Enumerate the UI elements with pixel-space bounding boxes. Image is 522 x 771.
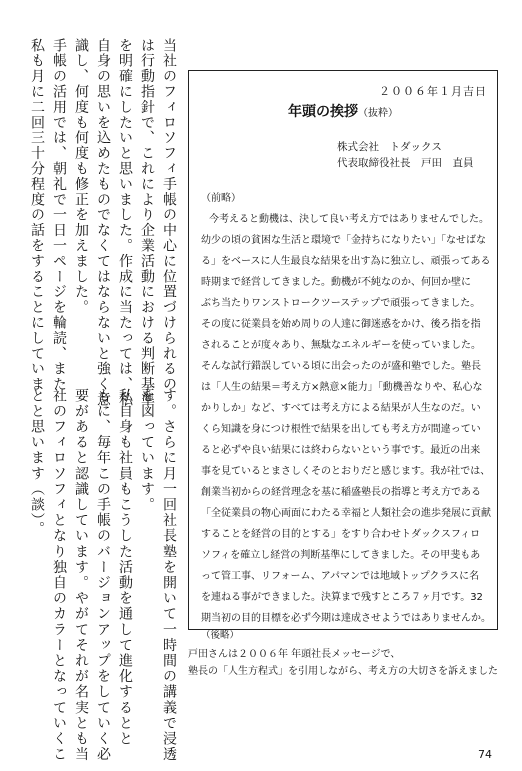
main-text-column: 自身の思いを込めたものでなくてはならないと強く意	[95, 38, 111, 408]
message-title-text: 年頭の挨拶	[288, 104, 358, 120]
message-title	[189, 101, 497, 121]
message-line: る」をベースに人生最良な結果を出す為に独立し、頑張ってある	[201, 256, 491, 267]
caption-line: 塾長の「人生方程式」を引用しながら、考え方の大切さを訴えました	[188, 666, 498, 677]
main-text-column: 私自身も社員もこうした活動を通して進化するとと	[117, 388, 133, 747]
main-text-column: は行動指針で、これにより企業活動における判断基準	[139, 38, 155, 408]
message-line: 期当初の目的目標を必ず今期は達成させようではありませんか。	[201, 613, 491, 624]
president-name: 代表取締役社長 戸田 直員	[337, 157, 474, 169]
message-line: （後略）	[201, 630, 240, 641]
message-date: ２００６年１月吉日	[379, 85, 487, 98]
message-line: 事を見ているとまさしくそのとおりだと感じます。我が社では、	[201, 466, 491, 477]
message-line: くら知識を身につけ根性で結果を出しても考え方が間違ってい	[201, 424, 481, 435]
message-line: されることが度々あり、無駄なエネルギーを使っていました。	[201, 340, 481, 351]
company-name: 株式会社 トダックス	[337, 141, 442, 153]
message-line: ソフィを確立し経営の判断基準にしてきました。その甲斐もあ	[201, 550, 481, 561]
main-text-column: 当社のフィロソフィ手帳の中心に位置づけられるの	[161, 38, 177, 393]
message-line: 「全従業員の物心両面にわたる幸福と人類社会の進歩発展に貢献	[201, 508, 491, 519]
message-line: （前略）	[201, 193, 241, 204]
message-line: ると必ずや良い結果には終わらないという事です。最近の出来	[201, 445, 481, 456]
message-line: かりしか」など、すべては考え方による結果が人生なのだ。い	[201, 403, 481, 414]
message-line: って管工事、リフォーム、アパマンでは地域トップクラスに名	[201, 571, 480, 582]
message-line: ぶち当たりワンストロークツーステップで頑張ってきました。	[201, 298, 481, 309]
message-line: することを経営の目的とする」をすり合わせトダックスフィロ	[201, 529, 481, 540]
main-text-column: す。さらに月一回社長塾を開いて一時間の講義で浸透	[161, 388, 177, 763]
main-text-column: を図っています。	[139, 388, 155, 513]
message-line: 創業当初からの経営理念を基に稲盛塾長の指導と考え方である	[201, 487, 481, 498]
main-text-column: 社のフィロソフィとなり独自のカラーとなっていくこ	[51, 388, 67, 763]
message-line: そんな試行錯誤している頃に出会ったのが盛和塾でした。塾長	[201, 361, 481, 372]
message-line: を連ねる事ができました。決算まで残すところ７ヶ月です。32	[201, 592, 483, 603]
main-text-column: 私も月に二回三十分程度の話をすることにしていま	[29, 38, 45, 393]
caption-line: 戸田さんは２００６年 年頭社長メッセージで、	[188, 649, 401, 660]
main-text-column: 要があると認識しています。やがてそれが名実とも当	[73, 388, 89, 763]
main-text-column: 手帳の活用では、朝礼で一日一ページを輪読、また	[51, 38, 67, 393]
page-number: 74	[478, 748, 492, 761]
message-line: 幼少の頃の貧困な生活と環境で「金持ちになりたい」「なせばな	[201, 235, 486, 246]
main-text-column: もに、毎年この手帳のバージョンアップをしていく必	[95, 388, 111, 763]
main-text-column: 識し、何度も何度も修正を加えました。	[73, 38, 89, 316]
message-line: その度に従業員を始め周りの人達に御迷惑をかけ、後ろ指を指	[201, 319, 481, 330]
message-title-sub: （抜粋）	[358, 108, 398, 119]
new-year-message-box	[188, 70, 498, 641]
main-text-column: とと思います（談）。	[29, 388, 45, 537]
message-line: 時期まで経営してきました。動機が不純なのか、何回か壁に	[201, 277, 471, 288]
message-line: 今考えると動機は、決して良い考え方ではありませんでした。	[209, 214, 489, 225]
main-text-column: を明確にしたいと思いました。作成に当たっては、私	[117, 38, 133, 408]
message-line: は「人生の結果＝考え方×熱意×能力」「動機善なりや、私心な	[201, 382, 483, 393]
